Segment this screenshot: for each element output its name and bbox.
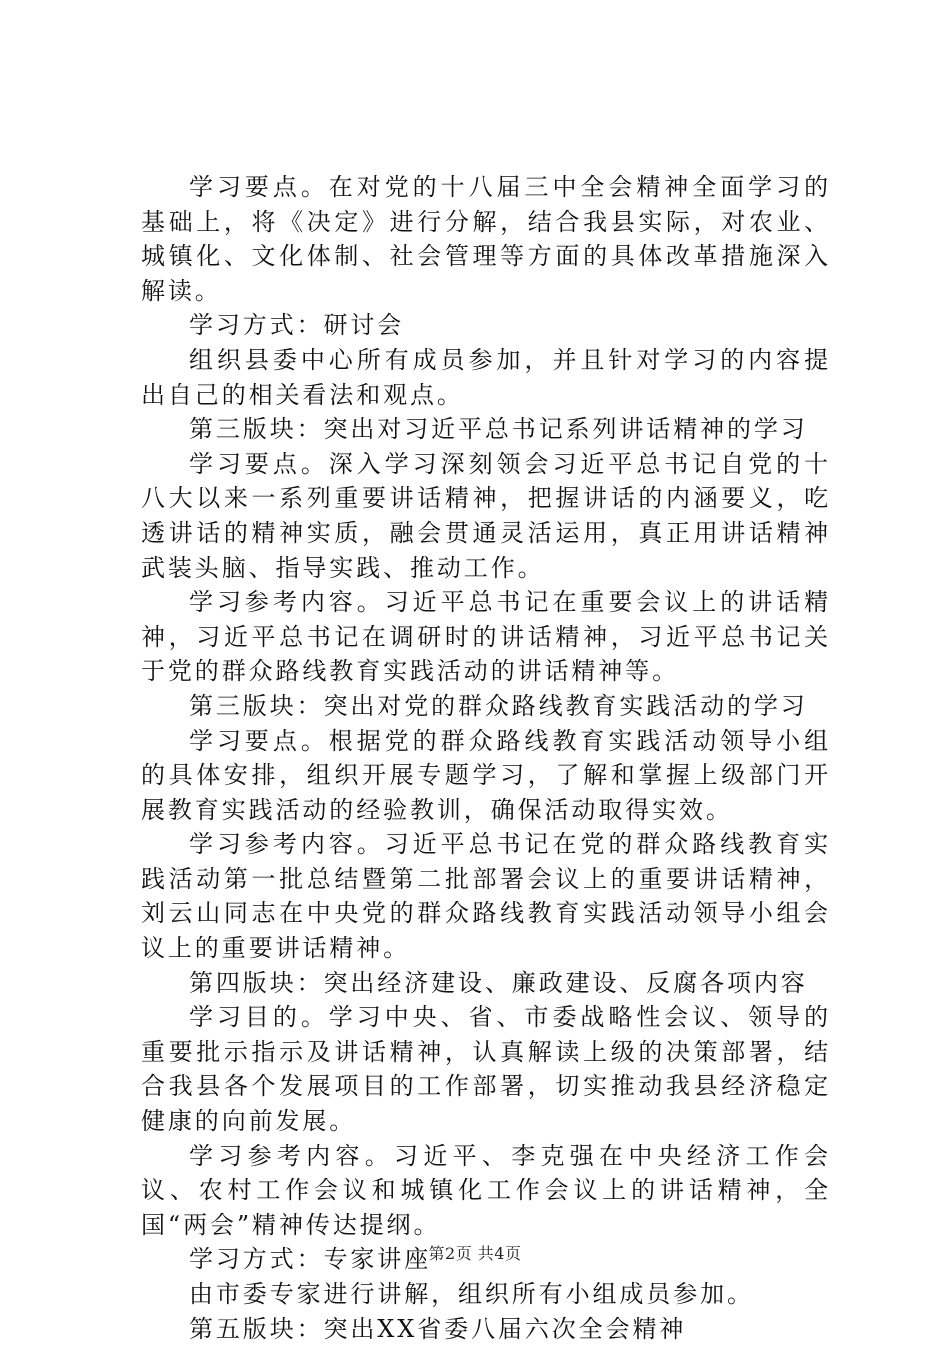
paragraph-reference-content-3: 学习参考内容。习近平、李克强在中央经济工作会议、农村工作会议和城镇化工作会议上的讲话精神，全国“两会”精神传达提纲。	[141, 1141, 831, 1239]
paragraph-study-points-2: 学习要点。深入学习深刻领会习近平总书记自党的十八大以来一系列重要讲话精神，把握讲话的内涵要义，吃透讲话的精神实质，融会贯通灵活运用，真正用讲话精神武装头脑、指导实践、推动工作。	[141, 449, 831, 582]
section-heading-fifth-block: 第五版块：突出XX省委八届六次全会精神	[189, 1314, 687, 1343]
section-heading-third-block-b: 第三版块：突出对党的群众路线教育实践活动的学习	[189, 691, 808, 720]
paragraph-reference-content-1: 学习参考内容。习近平总书记在重要会议上的讲话精神，习近平总书记在调研时的讲话精神，习近平总书记关于党的群众路线教育实践活动的讲话精神等。	[141, 588, 831, 686]
page-number-label: 第2页 共4页	[428, 1244, 522, 1263]
paragraph-study-purpose: 学习目的。学习中央、省、市委战略性会议、领导的重要批示指示及讲话精神，认真解读上级的决策部署，结合我县各个发展项目的工作部署，切实推动我县经济稳定健康的向前发展。	[141, 1003, 831, 1136]
paragraph-reference-content-2: 学习参考内容。习近平总书记在党的群众路线教育实践活动第一批总结暨第二批部署会议上的重要讲话精神，刘云山同志在中央党的群众路线教育实践活动领导小组会议上的重要讲话精神。	[141, 830, 831, 963]
paragraph-study-method-seminar: 学习方式：研讨会	[189, 311, 405, 340]
paragraph-study-points-1: 学习要点。在对党的十八届三中全会精神全面学习的基础上，将《决定》进行分解，结合我县实际，对农业、城镇化、文化体制、社会管理等方面的具体改革措施深入解读。	[141, 173, 831, 305]
paragraph-study-method-lecture: 学习方式：专家讲座	[189, 1245, 432, 1274]
section-heading-third-block-a: 第三版块：突出对习近平总书记系列讲话精神的学习	[189, 415, 808, 444]
paragraph-expert-explanation: 由市委专家进行讲解，组织所有小组成员参加。	[189, 1280, 754, 1308]
page-footer	[0, 1244, 950, 1264]
section-heading-fourth-block: 第四版块：突出经济建设、廉政建设、反腐各项内容	[189, 968, 808, 997]
document-body	[141, 170, 831, 1346]
paragraph-study-points-3: 学习要点。根据党的群众路线教育实践活动领导小组的具体安排，组织开展专题学习，了解和掌握上级部门开展教育实践活动的经验教训，确保活动取得实效。	[141, 726, 831, 824]
paragraph-organize-members: 组织县委中心所有成员参加，并且针对学习的内容提出自己的相关看法和观点。	[141, 345, 831, 409]
